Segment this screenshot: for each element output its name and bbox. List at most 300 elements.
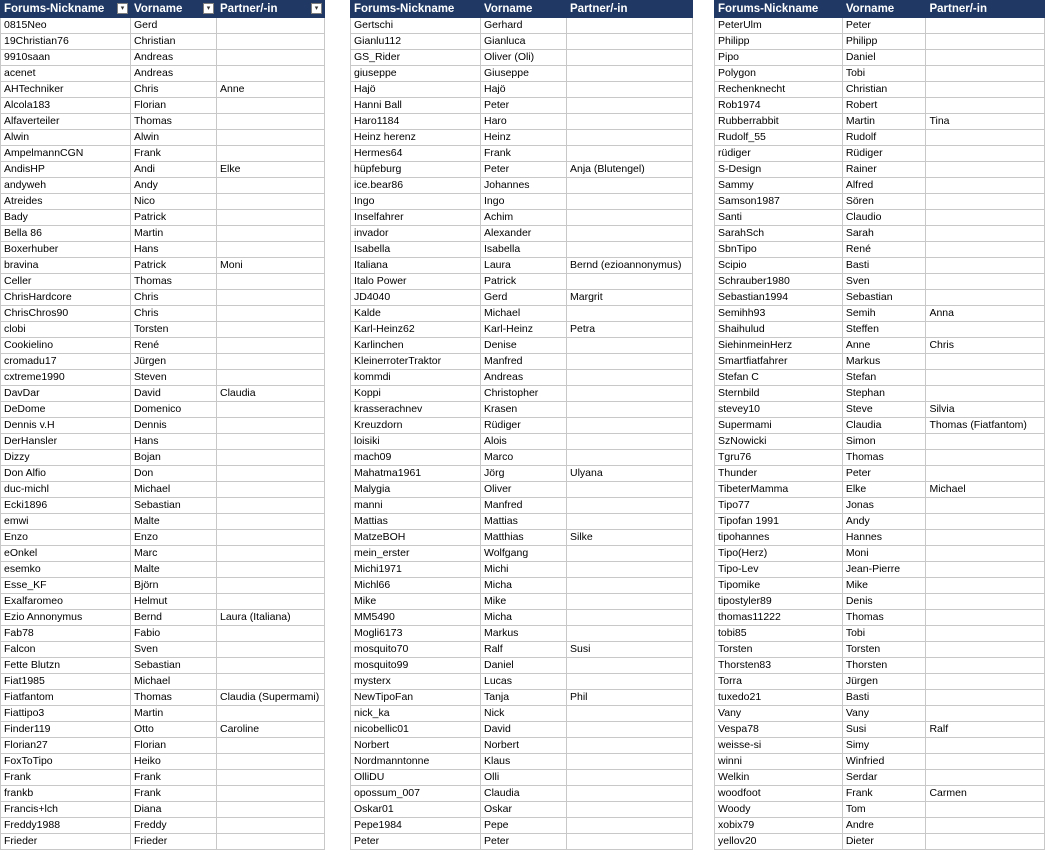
- vorname-cell[interactable]: Gianluca: [481, 34, 567, 50]
- vorname-cell[interactable]: Manfred: [481, 354, 567, 370]
- nickname-cell[interactable]: 9910saan: [1, 50, 131, 66]
- nickname-cell[interactable]: cxtreme1990: [1, 370, 131, 386]
- nickname-cell[interactable]: bravina: [1, 258, 131, 274]
- column-header-nick[interactable]: [351, 1, 481, 18]
- partner-cell[interactable]: Tina: [926, 114, 1045, 130]
- nickname-cell[interactable]: Tipofan 1991: [715, 514, 843, 530]
- nickname-cell[interactable]: Celler: [1, 274, 131, 290]
- vorname-cell[interactable]: Steve: [842, 402, 926, 418]
- partner-cell[interactable]: [926, 322, 1045, 338]
- partner-cell[interactable]: [926, 578, 1045, 594]
- vorname-cell[interactable]: Johannes: [481, 178, 567, 194]
- vorname-cell[interactable]: Peter: [481, 834, 567, 850]
- nickname-cell[interactable]: Hajö: [351, 82, 481, 98]
- nickname-cell[interactable]: tipostyler89: [715, 594, 843, 610]
- vorname-cell[interactable]: Matthias: [481, 530, 567, 546]
- vorname-cell[interactable]: Markus: [842, 354, 926, 370]
- vorname-cell[interactable]: René: [131, 338, 217, 354]
- nickname-cell[interactable]: Semihh93: [715, 306, 843, 322]
- nickname-cell[interactable]: giuseppe: [351, 66, 481, 82]
- nickname-cell[interactable]: Inselfahrer: [351, 210, 481, 226]
- partner-cell[interactable]: [926, 274, 1045, 290]
- partner-cell[interactable]: [217, 130, 325, 146]
- partner-cell[interactable]: [567, 386, 693, 402]
- vorname-cell[interactable]: Olli: [481, 770, 567, 786]
- partner-cell[interactable]: [217, 786, 325, 802]
- nickname-cell[interactable]: Francis+lch: [1, 802, 131, 818]
- vorname-cell[interactable]: Gerd: [481, 290, 567, 306]
- nickname-cell[interactable]: Fiattipo3: [1, 706, 131, 722]
- vorname-cell[interactable]: Rüdiger: [481, 418, 567, 434]
- column-header-vorname[interactable]: [481, 1, 567, 18]
- partner-cell[interactable]: [217, 642, 325, 658]
- partner-cell[interactable]: [926, 98, 1045, 114]
- partner-cell[interactable]: [217, 242, 325, 258]
- vorname-cell[interactable]: Markus: [481, 626, 567, 642]
- partner-cell[interactable]: [567, 146, 693, 162]
- nickname-cell[interactable]: Frieder: [1, 834, 131, 850]
- partner-cell[interactable]: [926, 690, 1045, 706]
- vorname-cell[interactable]: Thomas: [131, 690, 217, 706]
- partner-cell[interactable]: [926, 610, 1045, 626]
- nickname-cell[interactable]: thomas11222: [715, 610, 843, 626]
- nickname-cell[interactable]: Haro1184: [351, 114, 481, 130]
- vorname-cell[interactable]: Chris: [131, 82, 217, 98]
- nickname-cell[interactable]: Ecki1896: [1, 498, 131, 514]
- vorname-cell[interactable]: Don: [131, 466, 217, 482]
- nickname-cell[interactable]: andyweh: [1, 178, 131, 194]
- vorname-cell[interactable]: Alwin: [131, 130, 217, 146]
- partner-cell[interactable]: [567, 370, 693, 386]
- nickname-cell[interactable]: Alwin: [1, 130, 131, 146]
- vorname-cell[interactable]: Florian: [131, 738, 217, 754]
- nickname-cell[interactable]: Norbert: [351, 738, 481, 754]
- partner-cell[interactable]: [926, 626, 1045, 642]
- partner-cell[interactable]: [567, 82, 693, 98]
- nickname-cell[interactable]: Rob1974: [715, 98, 843, 114]
- nickname-cell[interactable]: tuxedo21: [715, 690, 843, 706]
- partner-cell[interactable]: [217, 66, 325, 82]
- vorname-cell[interactable]: Rainer: [842, 162, 926, 178]
- partner-cell[interactable]: [926, 658, 1045, 674]
- partner-cell[interactable]: [217, 146, 325, 162]
- partner-cell[interactable]: [567, 546, 693, 562]
- partner-cell[interactable]: [567, 658, 693, 674]
- vorname-cell[interactable]: Patrick: [131, 210, 217, 226]
- vorname-cell[interactable]: Jean-Pierre: [842, 562, 926, 578]
- partner-cell[interactable]: Silke: [567, 530, 693, 546]
- partner-cell[interactable]: Michael: [926, 482, 1045, 498]
- vorname-cell[interactable]: Thorsten: [842, 658, 926, 674]
- nickname-cell[interactable]: Fab78: [1, 626, 131, 642]
- partner-cell[interactable]: [567, 706, 693, 722]
- nickname-cell[interactable]: Heinz herenz: [351, 130, 481, 146]
- vorname-cell[interactable]: Torsten: [842, 642, 926, 658]
- vorname-cell[interactable]: Martin: [131, 226, 217, 242]
- partner-cell[interactable]: [217, 434, 325, 450]
- partner-cell[interactable]: [567, 674, 693, 690]
- vorname-cell[interactable]: Thomas: [842, 450, 926, 466]
- vorname-cell[interactable]: Sören: [842, 194, 926, 210]
- vorname-cell[interactable]: Frank: [131, 786, 217, 802]
- partner-cell[interactable]: [926, 130, 1045, 146]
- vorname-cell[interactable]: Frank: [842, 786, 926, 802]
- nickname-cell[interactable]: FoxToTipo: [1, 754, 131, 770]
- nickname-cell[interactable]: Rubberrabbit: [715, 114, 843, 130]
- nickname-cell[interactable]: DavDar: [1, 386, 131, 402]
- nickname-cell[interactable]: Isabella: [351, 242, 481, 258]
- nickname-cell[interactable]: Hanni Ball: [351, 98, 481, 114]
- partner-cell[interactable]: [926, 50, 1045, 66]
- vorname-cell[interactable]: Denis: [842, 594, 926, 610]
- nickname-cell[interactable]: MatzeBOH: [351, 530, 481, 546]
- nickname-cell[interactable]: Welkin: [715, 770, 843, 786]
- nickname-cell[interactable]: nicobellic01: [351, 722, 481, 738]
- vorname-cell[interactable]: Hans: [131, 242, 217, 258]
- partner-cell[interactable]: [217, 290, 325, 306]
- partner-cell[interactable]: [926, 530, 1045, 546]
- partner-cell[interactable]: [567, 226, 693, 242]
- partner-cell[interactable]: [567, 626, 693, 642]
- nickname-cell[interactable]: esemko: [1, 562, 131, 578]
- nickname-cell[interactable]: Florian27: [1, 738, 131, 754]
- partner-cell[interactable]: [217, 274, 325, 290]
- vorname-cell[interactable]: Claudia: [481, 786, 567, 802]
- vorname-cell[interactable]: Malte: [131, 514, 217, 530]
- partner-cell[interactable]: [567, 66, 693, 82]
- nickname-cell[interactable]: Tipomike: [715, 578, 843, 594]
- nickname-cell[interactable]: Malygia: [351, 482, 481, 498]
- vorname-cell[interactable]: Micha: [481, 578, 567, 594]
- nickname-cell[interactable]: Bella 86: [1, 226, 131, 242]
- nickname-cell[interactable]: MM5490: [351, 610, 481, 626]
- partner-cell[interactable]: [217, 674, 325, 690]
- partner-cell[interactable]: [567, 754, 693, 770]
- nickname-cell[interactable]: Kreuzdorn: [351, 418, 481, 434]
- nickname-cell[interactable]: Karlinchen: [351, 338, 481, 354]
- vorname-cell[interactable]: Chris: [131, 306, 217, 322]
- vorname-cell[interactable]: Marc: [131, 546, 217, 562]
- vorname-cell[interactable]: Helmut: [131, 594, 217, 610]
- partner-cell[interactable]: [567, 610, 693, 626]
- vorname-cell[interactable]: Andi: [131, 162, 217, 178]
- vorname-cell[interactable]: Mattias: [481, 514, 567, 530]
- partner-cell[interactable]: [217, 50, 325, 66]
- vorname-cell[interactable]: Peter: [842, 466, 926, 482]
- partner-cell[interactable]: Claudia (Supermami): [217, 690, 325, 706]
- partner-cell[interactable]: [926, 146, 1045, 162]
- nickname-cell[interactable]: hüpfeburg: [351, 162, 481, 178]
- partner-cell[interactable]: Thomas (Fiatfantom): [926, 418, 1045, 434]
- vorname-cell[interactable]: Philipp: [842, 34, 926, 50]
- partner-cell[interactable]: [217, 594, 325, 610]
- partner-cell[interactable]: [567, 18, 693, 34]
- partner-cell[interactable]: [567, 562, 693, 578]
- vorname-cell[interactable]: Freddy: [131, 818, 217, 834]
- nickname-cell[interactable]: Italiana: [351, 258, 481, 274]
- vorname-cell[interactable]: Heinz: [481, 130, 567, 146]
- filter-icon[interactable]: ▾: [203, 3, 214, 14]
- partner-cell[interactable]: [926, 226, 1045, 242]
- nickname-cell[interactable]: Scipio: [715, 258, 843, 274]
- vorname-cell[interactable]: Haro: [481, 114, 567, 130]
- partner-cell[interactable]: [926, 386, 1045, 402]
- nickname-cell[interactable]: Don Alfio: [1, 466, 131, 482]
- column-header-partner[interactable]: [926, 1, 1045, 18]
- vorname-cell[interactable]: Frieder: [131, 834, 217, 850]
- partner-cell[interactable]: [217, 834, 325, 850]
- nickname-cell[interactable]: Bady: [1, 210, 131, 226]
- partner-cell[interactable]: [567, 834, 693, 850]
- nickname-cell[interactable]: Santi: [715, 210, 843, 226]
- partner-cell[interactable]: [567, 818, 693, 834]
- nickname-cell[interactable]: Sternbild: [715, 386, 843, 402]
- partner-cell[interactable]: [926, 210, 1045, 226]
- vorname-cell[interactable]: Thomas: [842, 610, 926, 626]
- partner-cell[interactable]: Anne: [217, 82, 325, 98]
- partner-cell[interactable]: [926, 818, 1045, 834]
- vorname-cell[interactable]: Oliver: [481, 482, 567, 498]
- vorname-cell[interactable]: Sven: [131, 642, 217, 658]
- partner-cell[interactable]: [217, 802, 325, 818]
- partner-cell[interactable]: [567, 130, 693, 146]
- nickname-cell[interactable]: mach09: [351, 450, 481, 466]
- partner-cell[interactable]: [567, 802, 693, 818]
- column-header-vorname[interactable]: [842, 1, 926, 18]
- vorname-cell[interactable]: Malte: [131, 562, 217, 578]
- vorname-cell[interactable]: Rudolf: [842, 130, 926, 146]
- vorname-cell[interactable]: Michael: [131, 674, 217, 690]
- partner-cell[interactable]: [567, 578, 693, 594]
- nickname-cell[interactable]: Torra: [715, 674, 843, 690]
- partner-cell[interactable]: [926, 514, 1045, 530]
- nickname-cell[interactable]: frankb: [1, 786, 131, 802]
- partner-cell[interactable]: [217, 322, 325, 338]
- vorname-cell[interactable]: Hajö: [481, 82, 567, 98]
- partner-cell[interactable]: [217, 754, 325, 770]
- partner-cell[interactable]: [567, 242, 693, 258]
- column-header-partner[interactable]: [567, 1, 693, 18]
- nickname-cell[interactable]: DeDome: [1, 402, 131, 418]
- vorname-cell[interactable]: Oskar: [481, 802, 567, 818]
- vorname-cell[interactable]: Frank: [131, 146, 217, 162]
- partner-cell[interactable]: [217, 658, 325, 674]
- vorname-cell[interactable]: Tobi: [842, 626, 926, 642]
- nickname-cell[interactable]: Falcon: [1, 642, 131, 658]
- partner-cell[interactable]: [926, 706, 1045, 722]
- nickname-cell[interactable]: NewTipoFan: [351, 690, 481, 706]
- vorname-cell[interactable]: Daniel: [842, 50, 926, 66]
- partner-cell[interactable]: Ralf: [926, 722, 1045, 738]
- nickname-cell[interactable]: Fiat1985: [1, 674, 131, 690]
- partner-cell[interactable]: [926, 802, 1045, 818]
- partner-cell[interactable]: [217, 18, 325, 34]
- partner-cell[interactable]: [217, 114, 325, 130]
- column-header-partner[interactable]: [217, 1, 325, 18]
- nickname-cell[interactable]: Fette Blutzn: [1, 658, 131, 674]
- vorname-cell[interactable]: Vany: [842, 706, 926, 722]
- nickname-cell[interactable]: tipohannes: [715, 530, 843, 546]
- nickname-cell[interactable]: kommdi: [351, 370, 481, 386]
- nickname-cell[interactable]: AmpelmannCGN: [1, 146, 131, 162]
- nickname-cell[interactable]: GS_Rider: [351, 50, 481, 66]
- nickname-cell[interactable]: xobix79: [715, 818, 843, 834]
- partner-cell[interactable]: [217, 370, 325, 386]
- vorname-cell[interactable]: Steven: [131, 370, 217, 386]
- nickname-cell[interactable]: Boxerhuber: [1, 242, 131, 258]
- partner-cell[interactable]: [926, 354, 1045, 370]
- nickname-cell[interactable]: KleinerroterTraktor: [351, 354, 481, 370]
- nickname-cell[interactable]: PeterUlm: [715, 18, 843, 34]
- nickname-cell[interactable]: invador: [351, 226, 481, 242]
- column-header-vorname[interactable]: [131, 1, 217, 18]
- partner-cell[interactable]: [217, 194, 325, 210]
- nickname-cell[interactable]: 0815Neo: [1, 18, 131, 34]
- vorname-cell[interactable]: Peter: [481, 98, 567, 114]
- partner-cell[interactable]: [217, 514, 325, 530]
- column-header-nick[interactable]: [715, 1, 843, 18]
- nickname-cell[interactable]: Torsten: [715, 642, 843, 658]
- nickname-cell[interactable]: Michi1971: [351, 562, 481, 578]
- nickname-cell[interactable]: Fiatfantom: [1, 690, 131, 706]
- partner-cell[interactable]: Ulyana: [567, 466, 693, 482]
- vorname-cell[interactable]: Winfried: [842, 754, 926, 770]
- partner-cell[interactable]: [926, 770, 1045, 786]
- vorname-cell[interactable]: Hans: [131, 434, 217, 450]
- vorname-cell[interactable]: Sebastian: [842, 290, 926, 306]
- nickname-cell[interactable]: Gertschi: [351, 18, 481, 34]
- partner-cell[interactable]: [567, 498, 693, 514]
- nickname-cell[interactable]: Rechenknecht: [715, 82, 843, 98]
- vorname-cell[interactable]: Michi: [481, 562, 567, 578]
- partner-cell[interactable]: Carmen: [926, 786, 1045, 802]
- vorname-cell[interactable]: Simon: [842, 434, 926, 450]
- vorname-cell[interactable]: Robert: [842, 98, 926, 114]
- nickname-cell[interactable]: krasserachnev: [351, 402, 481, 418]
- vorname-cell[interactable]: Susi: [842, 722, 926, 738]
- vorname-cell[interactable]: Sven: [842, 274, 926, 290]
- vorname-cell[interactable]: Pepe: [481, 818, 567, 834]
- nickname-cell[interactable]: Kalde: [351, 306, 481, 322]
- nickname-cell[interactable]: Supermami: [715, 418, 843, 434]
- vorname-cell[interactable]: Diana: [131, 802, 217, 818]
- vorname-cell[interactable]: Marco: [481, 450, 567, 466]
- vorname-cell[interactable]: Achim: [481, 210, 567, 226]
- nickname-cell[interactable]: SzNowicki: [715, 434, 843, 450]
- vorname-cell[interactable]: Denise: [481, 338, 567, 354]
- partner-cell[interactable]: [217, 98, 325, 114]
- vorname-cell[interactable]: Christian: [131, 34, 217, 50]
- nickname-cell[interactable]: TibeterMamma: [715, 482, 843, 498]
- filter-icon[interactable]: ▾: [311, 3, 322, 14]
- nickname-cell[interactable]: Hermes64: [351, 146, 481, 162]
- vorname-cell[interactable]: Steffen: [842, 322, 926, 338]
- partner-cell[interactable]: [926, 242, 1045, 258]
- nickname-cell[interactable]: Sammy: [715, 178, 843, 194]
- nickname-cell[interactable]: weisse-si: [715, 738, 843, 754]
- vorname-cell[interactable]: Jürgen: [131, 354, 217, 370]
- partner-cell[interactable]: [567, 178, 693, 194]
- partner-cell[interactable]: [567, 306, 693, 322]
- nickname-cell[interactable]: Ingo: [351, 194, 481, 210]
- nickname-cell[interactable]: Stefan C: [715, 370, 843, 386]
- nickname-cell[interactable]: Exalfaromeo: [1, 594, 131, 610]
- nickname-cell[interactable]: Finder119: [1, 722, 131, 738]
- partner-cell[interactable]: Anna: [926, 306, 1045, 322]
- vorname-cell[interactable]: Mike: [481, 594, 567, 610]
- vorname-cell[interactable]: Fabio: [131, 626, 217, 642]
- vorname-cell[interactable]: Sarah: [842, 226, 926, 242]
- nickname-cell[interactable]: Thunder: [715, 466, 843, 482]
- partner-cell[interactable]: [217, 546, 325, 562]
- nickname-cell[interactable]: Alcola183: [1, 98, 131, 114]
- nickname-cell[interactable]: Vany: [715, 706, 843, 722]
- partner-cell[interactable]: [217, 706, 325, 722]
- nickname-cell[interactable]: Tipo(Herz): [715, 546, 843, 562]
- partner-cell[interactable]: Elke: [217, 162, 325, 178]
- nickname-cell[interactable]: DerHansler: [1, 434, 131, 450]
- nickname-cell[interactable]: JD4040: [351, 290, 481, 306]
- partner-cell[interactable]: [217, 738, 325, 754]
- partner-cell[interactable]: [567, 738, 693, 754]
- nickname-cell[interactable]: Peter: [351, 834, 481, 850]
- partner-cell[interactable]: [567, 274, 693, 290]
- vorname-cell[interactable]: Christian: [842, 82, 926, 98]
- partner-cell[interactable]: [217, 354, 325, 370]
- partner-cell[interactable]: [567, 34, 693, 50]
- vorname-cell[interactable]: Jonas: [842, 498, 926, 514]
- partner-cell[interactable]: [217, 466, 325, 482]
- vorname-cell[interactable]: Tanja: [481, 690, 567, 706]
- vorname-cell[interactable]: Nico: [131, 194, 217, 210]
- vorname-cell[interactable]: Laura: [481, 258, 567, 274]
- nickname-cell[interactable]: cromadu17: [1, 354, 131, 370]
- nickname-cell[interactable]: Michl66: [351, 578, 481, 594]
- partner-cell[interactable]: [926, 594, 1045, 610]
- nickname-cell[interactable]: Mogli6173: [351, 626, 481, 642]
- nickname-cell[interactable]: winni: [715, 754, 843, 770]
- nickname-cell[interactable]: Dizzy: [1, 450, 131, 466]
- nickname-cell[interactable]: mosquito70: [351, 642, 481, 658]
- partner-cell[interactable]: [926, 498, 1045, 514]
- vorname-cell[interactable]: Frank: [131, 770, 217, 786]
- partner-cell[interactable]: Anja (Blutengel): [567, 162, 693, 178]
- vorname-cell[interactable]: Heiko: [131, 754, 217, 770]
- partner-cell[interactable]: Susi: [567, 642, 693, 658]
- vorname-cell[interactable]: Klaus: [481, 754, 567, 770]
- vorname-cell[interactable]: Micha: [481, 610, 567, 626]
- partner-cell[interactable]: Silvia: [926, 402, 1045, 418]
- nickname-cell[interactable]: Enzo: [1, 530, 131, 546]
- partner-cell[interactable]: [926, 738, 1045, 754]
- vorname-cell[interactable]: Semih: [842, 306, 926, 322]
- nickname-cell[interactable]: Polygon: [715, 66, 843, 82]
- partner-cell[interactable]: [217, 818, 325, 834]
- vorname-cell[interactable]: Isabella: [481, 242, 567, 258]
- nickname-cell[interactable]: Atreides: [1, 194, 131, 210]
- nickname-cell[interactable]: SarahSch: [715, 226, 843, 242]
- vorname-cell[interactable]: Tobi: [842, 66, 926, 82]
- partner-cell[interactable]: [567, 194, 693, 210]
- partner-cell[interactable]: [217, 34, 325, 50]
- nickname-cell[interactable]: Cookielino: [1, 338, 131, 354]
- partner-cell[interactable]: [217, 306, 325, 322]
- vorname-cell[interactable]: Anne: [842, 338, 926, 354]
- vorname-cell[interactable]: Stefan: [842, 370, 926, 386]
- vorname-cell[interactable]: Ralf: [481, 642, 567, 658]
- vorname-cell[interactable]: Dieter: [842, 834, 926, 850]
- nickname-cell[interactable]: loisiki: [351, 434, 481, 450]
